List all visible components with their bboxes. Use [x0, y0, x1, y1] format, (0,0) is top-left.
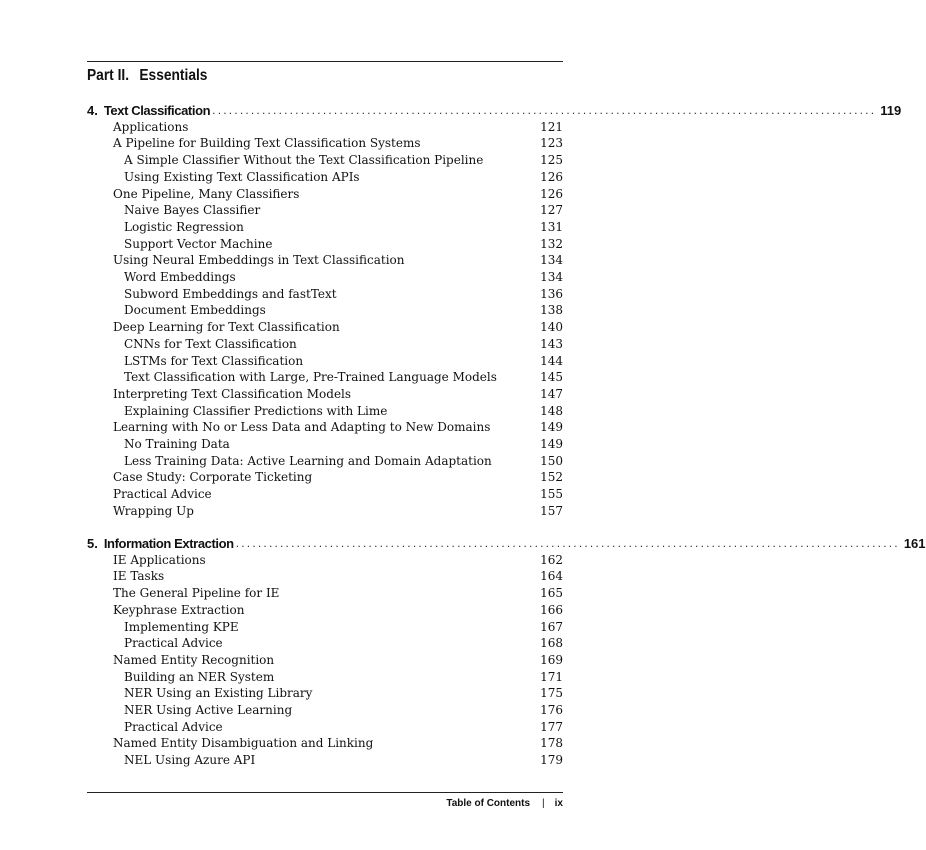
entry-page-number: 138: [540, 303, 563, 318]
entry-title: Using Neural Embeddings in Text Classification: [113, 253, 405, 268]
footer-separator: |: [542, 798, 545, 809]
entry-title: NER Using an Existing Library: [124, 686, 313, 701]
toc-section-entry[interactable]: [0, 602, 645, 619]
toc-subsection-entry[interactable]: [0, 685, 645, 702]
entry-page-number: 164: [540, 569, 563, 584]
entry-page-number: 144: [540, 353, 563, 368]
entry-page-number: 155: [540, 487, 563, 502]
toc-section-entry[interactable]: [0, 186, 645, 203]
toc-section-entry[interactable]: [0, 568, 645, 585]
entry-title: Using Existing Text Classification APIs: [124, 169, 360, 184]
entry-title: Support Vector Machine: [124, 236, 273, 251]
toc-subsection-entry[interactable]: [0, 436, 645, 453]
chapter-heading[interactable]: [87, 535, 926, 552]
toc-subsection-entry[interactable]: [0, 286, 645, 303]
entry-title: Named Entity Disambiguation and Linking: [113, 736, 374, 751]
toc-section-entry[interactable]: [0, 319, 645, 336]
toc-subsection-entry[interactable]: [0, 702, 645, 719]
entry-page-number: 169: [540, 652, 563, 667]
toc-subsection-entry[interactable]: [0, 302, 645, 319]
entry-title: Document Embeddings: [124, 303, 266, 318]
toc-subsection-entry[interactable]: [0, 453, 645, 470]
entry-title: Practical Advice: [124, 636, 223, 651]
toc-section-entry[interactable]: [0, 386, 645, 403]
chapter-title: Text Classification: [103, 103, 211, 118]
toc-subsection-entry[interactable]: [0, 669, 645, 686]
toc-section-entry[interactable]: [0, 469, 645, 486]
entry-page-number: 152: [540, 470, 563, 485]
entry-title: IE Applications: [113, 552, 206, 567]
part-heading: [87, 64, 207, 88]
entry-page-number: 157: [540, 503, 563, 518]
entry-title: One Pipeline, Many Classifiers: [113, 186, 300, 201]
entry-page-number: 126: [540, 186, 563, 201]
entry-page-number: 132: [540, 236, 563, 251]
entry-page-number: 150: [540, 453, 563, 468]
entry-page-number: 134: [540, 253, 563, 268]
entry-title: IE Tasks: [113, 569, 165, 584]
toc-section-entry[interactable]: [0, 135, 645, 152]
toc-subsection-entry[interactable]: [0, 202, 645, 219]
chapter-heading[interactable]: [87, 102, 902, 119]
toc-section-entry[interactable]: [0, 419, 645, 436]
toc-subsection-entry[interactable]: [0, 752, 645, 769]
entry-title: NEL Using Azure API: [124, 753, 256, 768]
entry-title: The General Pipeline for IE: [113, 586, 280, 601]
dot-leader: ........................................................................................................................: [212, 103, 877, 117]
footer-section-title: Table of Contents: [446, 798, 531, 809]
part-name: Essentials: [139, 67, 208, 84]
entry-page-number: 178: [540, 736, 563, 751]
entry-title: Practical Advice: [113, 487, 212, 502]
entry-title: A Pipeline for Building Text Classification Systems: [113, 136, 421, 151]
toc-section-entry[interactable]: [0, 735, 645, 752]
entry-page-number: 176: [540, 703, 563, 717]
entry-page-number: 145: [540, 370, 563, 385]
chapter-number: 4.: [87, 103, 98, 118]
toc-section-entry[interactable]: [0, 119, 645, 136]
toc-subsection-entry[interactable]: [0, 169, 645, 186]
chapter-title: Information Extraction: [103, 536, 234, 551]
toc-subsection-entry[interactable]: [0, 219, 645, 236]
entry-title: Case Study: Corporate Ticketing: [113, 470, 313, 485]
toc-subsection-entry[interactable]: [0, 719, 645, 736]
entry-title: A Simple Classifier Without the Text Classification Pipeline: [124, 153, 484, 168]
toc-subsection-entry[interactable]: [0, 336, 645, 353]
toc-section-entry[interactable]: [0, 503, 645, 520]
entry-title: Word Embeddings: [124, 270, 236, 284]
entry-page-number: 175: [540, 686, 563, 701]
toc-subsection-entry[interactable]: [0, 369, 645, 386]
entry-title: Wrapping Up: [113, 503, 194, 518]
entry-page-number: 121: [540, 119, 563, 134]
entry-title: Named Entity Recognition: [113, 652, 275, 667]
entry-title: LSTMs for Text Classification: [124, 353, 304, 368]
entry-title: Logistic Regression: [124, 219, 244, 234]
entry-title: CNNs for Text Classification: [124, 336, 297, 351]
entry-page-number: 167: [540, 619, 563, 634]
toc-subsection-entry[interactable]: [0, 619, 645, 636]
entry-title: Text Classification with Large, Pre-Trained Language Models: [124, 370, 497, 385]
entry-title: Implementing KPE: [124, 619, 239, 634]
entry-page-number: 149: [540, 420, 563, 435]
toc-section-entry[interactable]: [0, 252, 645, 269]
entry-title: Applications: [113, 119, 189, 134]
entry-title: Practical Advice: [124, 719, 223, 734]
toc-subsection-entry[interactable]: [0, 353, 645, 370]
chapter-page-number: 161: [903, 536, 926, 551]
entry-page-number: 166: [540, 602, 563, 617]
toc-section-entry[interactable]: [0, 486, 645, 503]
entry-page-number: 162: [540, 552, 563, 567]
entry-page-number: 127: [540, 203, 563, 218]
toc-section-entry[interactable]: [0, 585, 645, 602]
footer-page-number: ix: [554, 798, 563, 809]
entry-page-number: 149: [540, 437, 563, 451]
dot-leader: ........................................................................................................................: [235, 536, 900, 550]
entry-page-number: 140: [540, 320, 563, 335]
entry-page-number: 148: [540, 403, 563, 418]
entry-page-number: 147: [540, 386, 563, 401]
entry-page-number: 179: [540, 753, 563, 768]
entry-title: NER Using Active Learning: [124, 703, 293, 717]
entry-title: Less Training Data: Active Learning and Domain Adaptation: [124, 453, 492, 468]
entry-title: Building an NER System: [124, 669, 275, 684]
entry-page-number: 177: [540, 719, 563, 734]
toc-section-entry[interactable]: [0, 552, 645, 569]
toc-subsection-entry[interactable]: [0, 152, 645, 169]
entry-page-number: 171: [540, 669, 563, 684]
toc-subsection-entry[interactable]: [0, 403, 645, 420]
entry-page-number: 123: [540, 136, 563, 151]
entry-title: No Training Data: [124, 437, 230, 451]
toc-section-entry[interactable]: [0, 652, 645, 669]
entry-page-number: 134: [540, 270, 563, 284]
entry-title: Subword Embeddings and fastText: [124, 286, 337, 301]
entry-title: Deep Learning for Text Classification: [113, 320, 340, 335]
entry-title: Keyphrase Extraction: [113, 602, 245, 617]
page-footer: [446, 797, 563, 811]
entry-page-number: 125: [540, 153, 563, 168]
entry-page-number: 168: [540, 636, 563, 651]
entry-title: Interpreting Text Classification Models: [113, 386, 352, 401]
entry-page-number: 143: [540, 336, 563, 351]
header-rule: [87, 61, 563, 62]
part-label: Part II.: [87, 67, 130, 84]
entry-page-number: 126: [540, 169, 563, 184]
entry-title: Naive Bayes Classifier: [124, 203, 261, 218]
entry-title: Learning with No or Less Data and Adapting to New Domains: [113, 420, 491, 435]
chapter-number: 5.: [87, 536, 98, 551]
entry-page-number: 165: [540, 586, 563, 601]
entry-page-number: 136: [540, 286, 563, 301]
toc-subsection-entry[interactable]: [0, 236, 645, 253]
entry-title: Explaining Classifier Predictions with Lime: [124, 403, 388, 418]
toc-subsection-entry[interactable]: [0, 269, 645, 286]
chapter-page-number: 119: [880, 103, 902, 118]
footer-rule: [87, 792, 563, 793]
entry-page-number: 131: [540, 219, 563, 234]
toc-subsection-entry[interactable]: [0, 635, 645, 652]
